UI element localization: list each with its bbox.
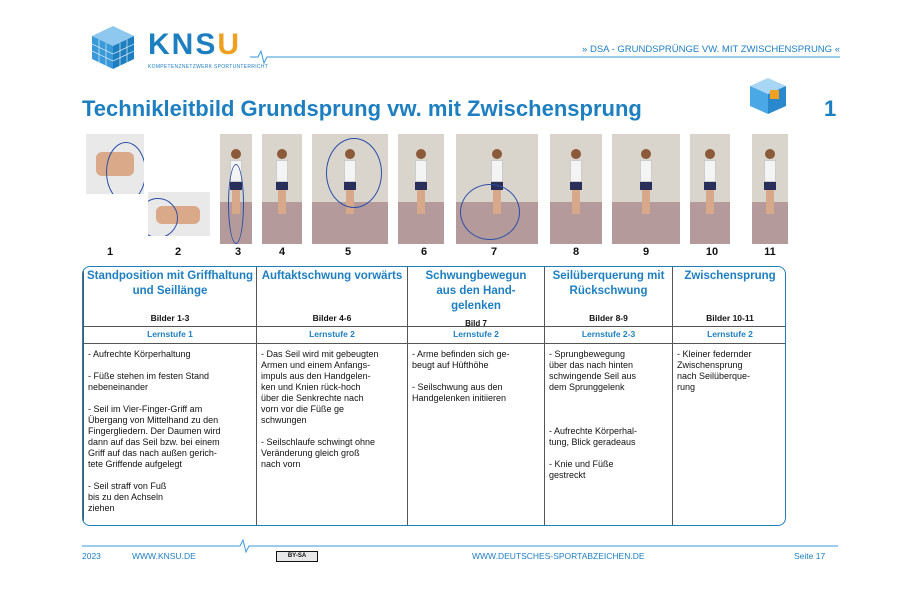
phase-description: - Arme befinden sich ge- beugt auf Hüfthöhe - Seilschwung aus den Handgelenken initiieren	[412, 349, 510, 403]
cc-license-icon	[276, 551, 318, 562]
lernstufe-label: Lernstufe 1	[147, 329, 193, 339]
phase-description: - Kleiner federnder Zwischensprung nach Seilüberque- rung	[677, 349, 752, 392]
image-number: 11	[764, 246, 776, 258]
knsu-logo	[88, 22, 269, 72]
photo-standposition	[220, 134, 252, 244]
phase-heading: Schwungbewegun aus den Hand-gelenken	[425, 270, 527, 312]
image-number: 8	[572, 246, 580, 258]
bilder-label: Bilder 8-9	[589, 313, 628, 323]
image-number: 10	[705, 246, 719, 258]
phase-heading: Zwischensprung	[684, 270, 776, 282]
cube-logo-icon	[88, 22, 138, 72]
phase-heading: Seilüberquerung mit Rückschwung	[552, 270, 665, 297]
image-number: 6	[420, 246, 428, 258]
technique-table	[82, 266, 786, 526]
bilder-label: Bilder 1-3	[150, 313, 190, 323]
bilder-label: Bilder 4-6	[312, 313, 352, 323]
photo-seilueberquerung-2	[612, 134, 680, 244]
photo-auftakt-2	[312, 134, 388, 244]
lernstufe-label: Lernstufe 2	[453, 329, 499, 339]
page-number: 1	[824, 96, 837, 121]
bilder-label: Bild 7	[465, 319, 487, 328]
image-number: 7	[490, 246, 498, 258]
lernstufe-label: Lernstufe 2	[309, 329, 355, 339]
photo-grip-hand	[86, 134, 144, 194]
bilder-label: Bilder 10-11	[706, 313, 754, 323]
photo-handgelenk	[456, 134, 538, 244]
cube-decoration-icon	[748, 76, 788, 116]
header-topic: » DSA - GRUNDSPRÜNGE VW. MIT ZWISCHENSPRUNG «	[582, 44, 840, 55]
image-number: 3	[234, 246, 242, 258]
phase-heading: Auftaktschwung vorwärts	[261, 270, 403, 282]
footer-year: 2023	[82, 551, 101, 561]
table-column-auftaktschwung	[256, 267, 407, 525]
photo-seilueberquerung-1	[550, 134, 602, 244]
footer-page: Seite 17	[794, 551, 826, 561]
lernstufe-label: Lernstufe 2	[707, 329, 753, 339]
image-number: 5	[344, 246, 352, 258]
image-number: 9	[642, 246, 650, 258]
footer-dsa-link[interactable]: WWW.DEUTSCHES-SPORTABZEICHEN.DE	[472, 551, 645, 561]
table-column-zwischensprung	[672, 267, 786, 525]
phase-description: - Das Seil wird mit gebeugten Armen und einem Anfangs- impuls aus den Handgelen- ken und Knien rück-hoch über die Senkrechte nach vorn vor die Füße ge schwungen - Seilschlaufe schwingt ohne Veränderung gleich groß nach vorn	[261, 349, 379, 469]
photo-zwischensprung-1	[690, 134, 730, 244]
image-number: 1	[106, 246, 114, 258]
table-column-seilueberquerung	[544, 267, 672, 525]
footer-knsu-link[interactable]: WWW.KNSU.DE	[132, 551, 196, 561]
photo-auftakt-3	[398, 134, 444, 244]
image-number: 2	[174, 246, 182, 258]
logo-subtitle: KOMPETENZNETZWERK SPORTUNTERRICHT	[148, 64, 269, 70]
page-title: Technikleitbild Grundsprung vw. mit Zwischensprung	[82, 96, 642, 121]
photo-grip-thumb	[148, 192, 210, 236]
image-number: 4	[278, 246, 286, 258]
phase-description: - Aufrechte Körperhaltung - Füße stehen im festen Stand nebeneinander - Seil im Vier-Finger-Griff am Übergang von Mittelhand zu den Fingergliedern. Der Daumen wird dann auf das Seil bzw. bei einem Griff auf das nach außen gerich- tete Griffende aufgelegt - Seil straff von Fuß bis zu den Achseln ziehen	[88, 349, 221, 513]
phase-description: - Sprungbewegung über das nach hinten schwingende Seil aus dem Sprunggelenk - Aufrechte Körperhal- tung, Blick geradeaus - Knie und Füße gestreckt	[549, 349, 638, 480]
table-column-standposition	[83, 267, 256, 525]
table-column-schwungbewegung	[407, 267, 544, 525]
logo-wordmark: KNSU	[148, 28, 242, 61]
phase-heading: Standposition mit Griffhaltung und Seillänge	[86, 270, 254, 297]
lernstufe-label: Lernstufe 2-3	[581, 329, 636, 339]
cc-license-label: BY-SA	[287, 553, 307, 559]
photo-zwischensprung-2	[752, 134, 788, 244]
photo-auftakt-1	[262, 134, 302, 244]
